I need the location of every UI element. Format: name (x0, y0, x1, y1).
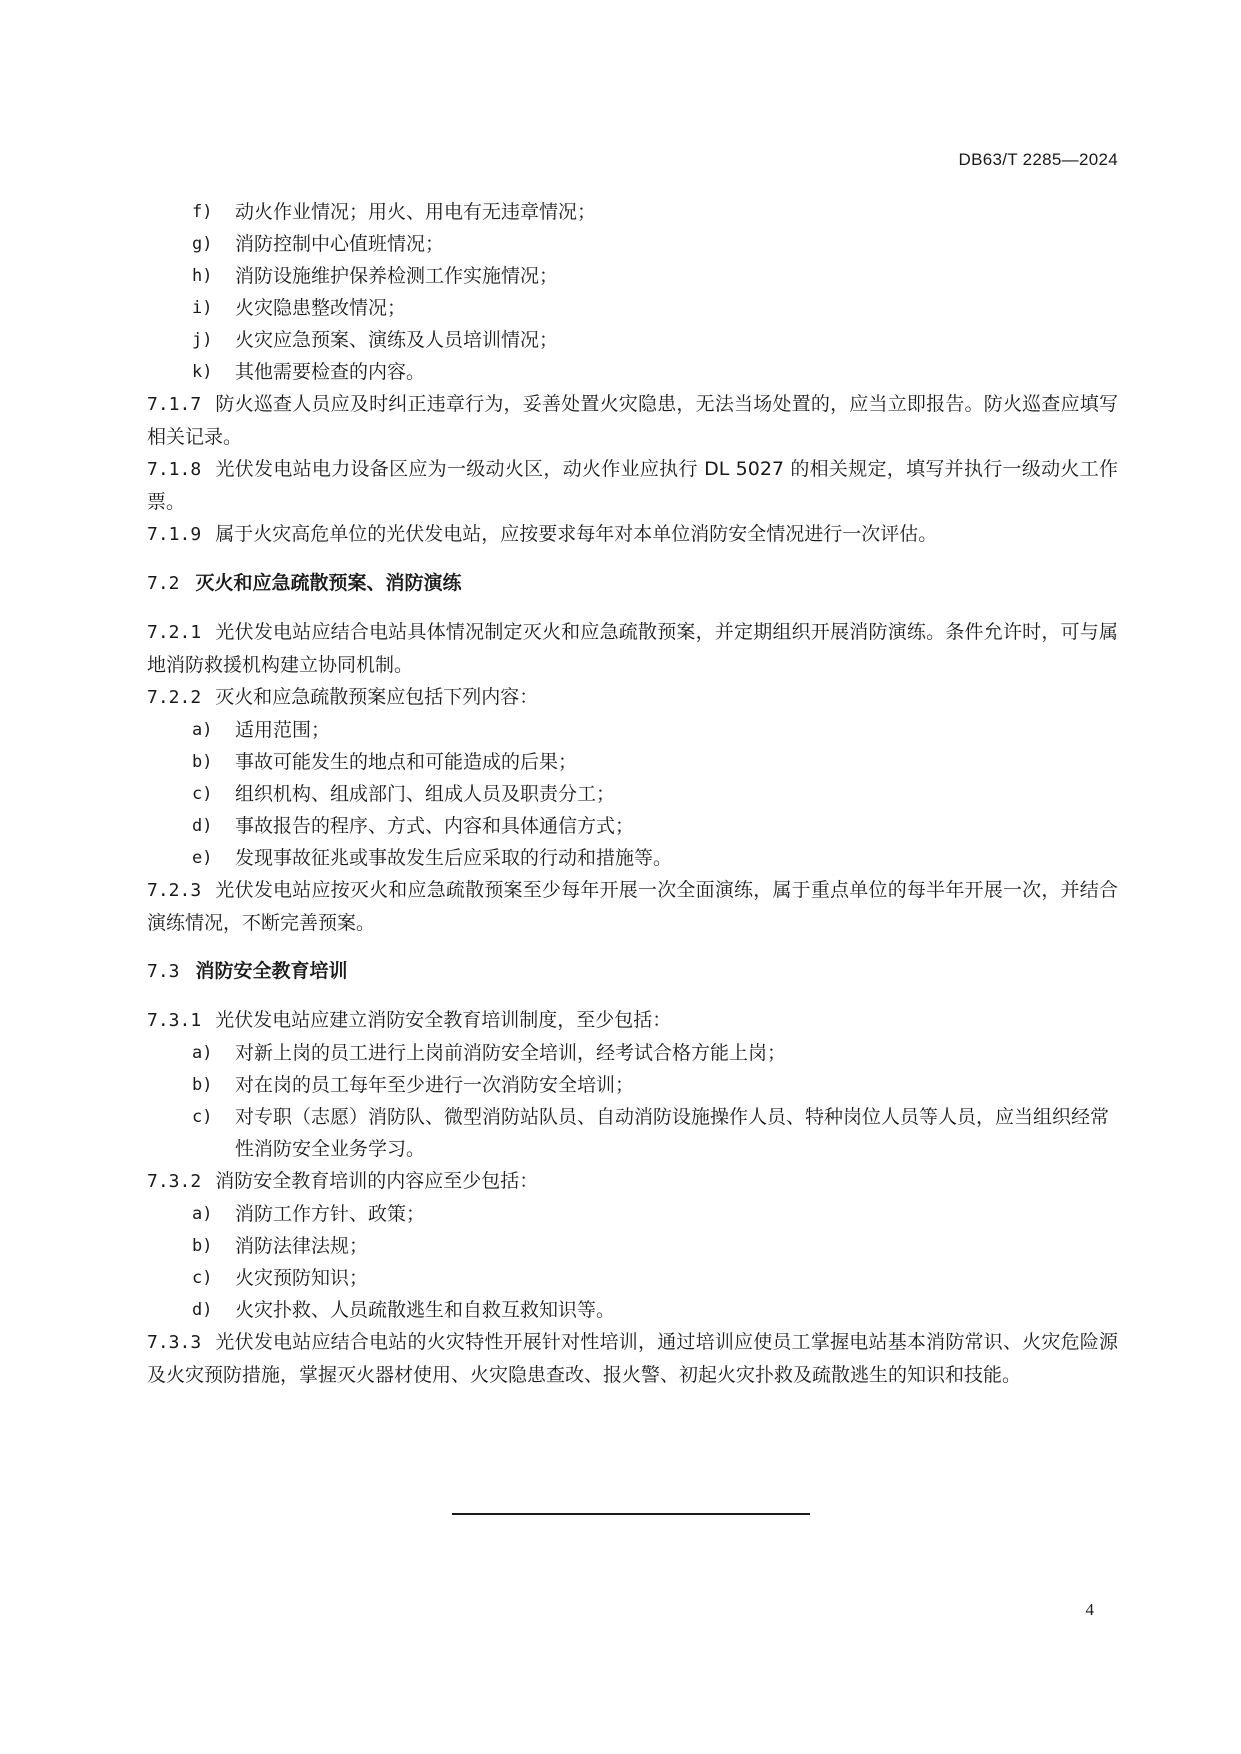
section-heading-7-3: 7.3 消防安全教育培训 (147, 960, 348, 982)
list-item: b) 对在岗的员工每年至少进行一次消防安全培训； (192, 1074, 635, 1096)
clause-7-3-3: 7.3.3 光伏发电站应结合电站的火灾特性开展针对性培训，通过培训应使员工掌握电站基本消防常识、火灾危险源及火灾预防措施，掌握灭火器材使用、火灾隐患查改、报火警、初起火灾扑救及疏散逃生的知识和技能。 (147, 1331, 1118, 1386)
clause-7-1-8: 7.1.8 光伏发电站电力设备区应为一级动火区，动火作业应执行 DL 5027 的相关规定，填写并执行一级动火工作票。 (147, 458, 1118, 513)
list-item: b) 消防法律法规； (192, 1235, 369, 1257)
page-number: 4 (1085, 1600, 1094, 1619)
list-item: b) 事故可能发生的地点和可能造成的后果； (192, 751, 578, 773)
clause-7-1-7: 7.1.7 防火巡查人员应及时纠正违章行为，妥善处置火灾隐患，无法当场处置的，应当立即报告。防火巡查应填写相关记录。 (147, 393, 1118, 448)
clause-7-2-1: 7.2.1 光伏发电站应结合电站具体情况制定灭火和应急疏散预案，并定期组织开展消防演练。条件允许时，可与属地消防救援机构建立协同机制。 (147, 621, 1118, 676)
standard-code: DB63/T 2285—2024 (958, 150, 1118, 169)
list-item: j) 火灾应急预案、演练及人员培训情况； (192, 329, 559, 351)
list-item: g) 消防控制中心值班情况； (192, 233, 445, 255)
list-item: a) 对新上岗的员工进行上岗前消防安全培训，经考试合格方能上岗； (192, 1042, 787, 1064)
section-heading-7-2: 7.2 灭火和应急疏散预案、消防演练 (147, 572, 462, 594)
list-item: a) 消防工作方针、政策； (192, 1203, 426, 1225)
list-item: c) 组织机构、组成部门、组成人员及职责分工； (192, 783, 616, 805)
clause-7-1-9: 7.1.9 属于火灾高危单位的光伏发电站，应按要求每年对本单位消防安全情况进行一次评估。 (147, 523, 938, 545)
list-item: i) 火灾隐患整改情况； (192, 297, 407, 319)
clause-7-2-2: 7.2.2 灭火和应急疏散预案应包括下列内容： (147, 686, 539, 708)
list-item: d) 事故报告的程序、方式、内容和具体通信方式； (192, 815, 635, 837)
clause-7-2-3: 7.2.3 光伏发电站应按灭火和应急疏散预案至少每年开展一次全面演练，属于重点单位的每半年开展一次，并结合演练情况，不断完善预案。 (147, 879, 1118, 934)
clause-7-3-2: 7.3.2 消防安全教育培训的内容应至少包括： (147, 1170, 539, 1192)
end-divider (452, 1513, 810, 1515)
list-item: k) 其他需要检查的内容。 (192, 361, 426, 383)
list-item: c) 火灾预防知识； (192, 1267, 369, 1289)
list-item: d) 火灾扑救、人员疏散逃生和自救互救知识等。 (192, 1299, 616, 1321)
clause-7-3-1: 7.3.1 光伏发电站应建立消防安全教育培训制度，至少包括： (147, 1009, 672, 1031)
main-content (147, 196, 1118, 1391)
list-item: a) 适用范围； (192, 719, 331, 741)
list-item: e) 发现事故征兆或事故发生后应采取的行动和措施等。 (192, 847, 673, 869)
list-item: f) 动火作业情况；用火、用电有无违章情况； (192, 201, 597, 223)
list-item: c) 对专职（志愿）消防队、微型消防站队员、自动消防设施操作人员、特种岗位人员等人员，应当组织经常性消防安全业务学习。 (192, 1106, 1110, 1160)
list-item: h) 消防设施维护保养检测工作实施情况； (192, 265, 559, 287)
